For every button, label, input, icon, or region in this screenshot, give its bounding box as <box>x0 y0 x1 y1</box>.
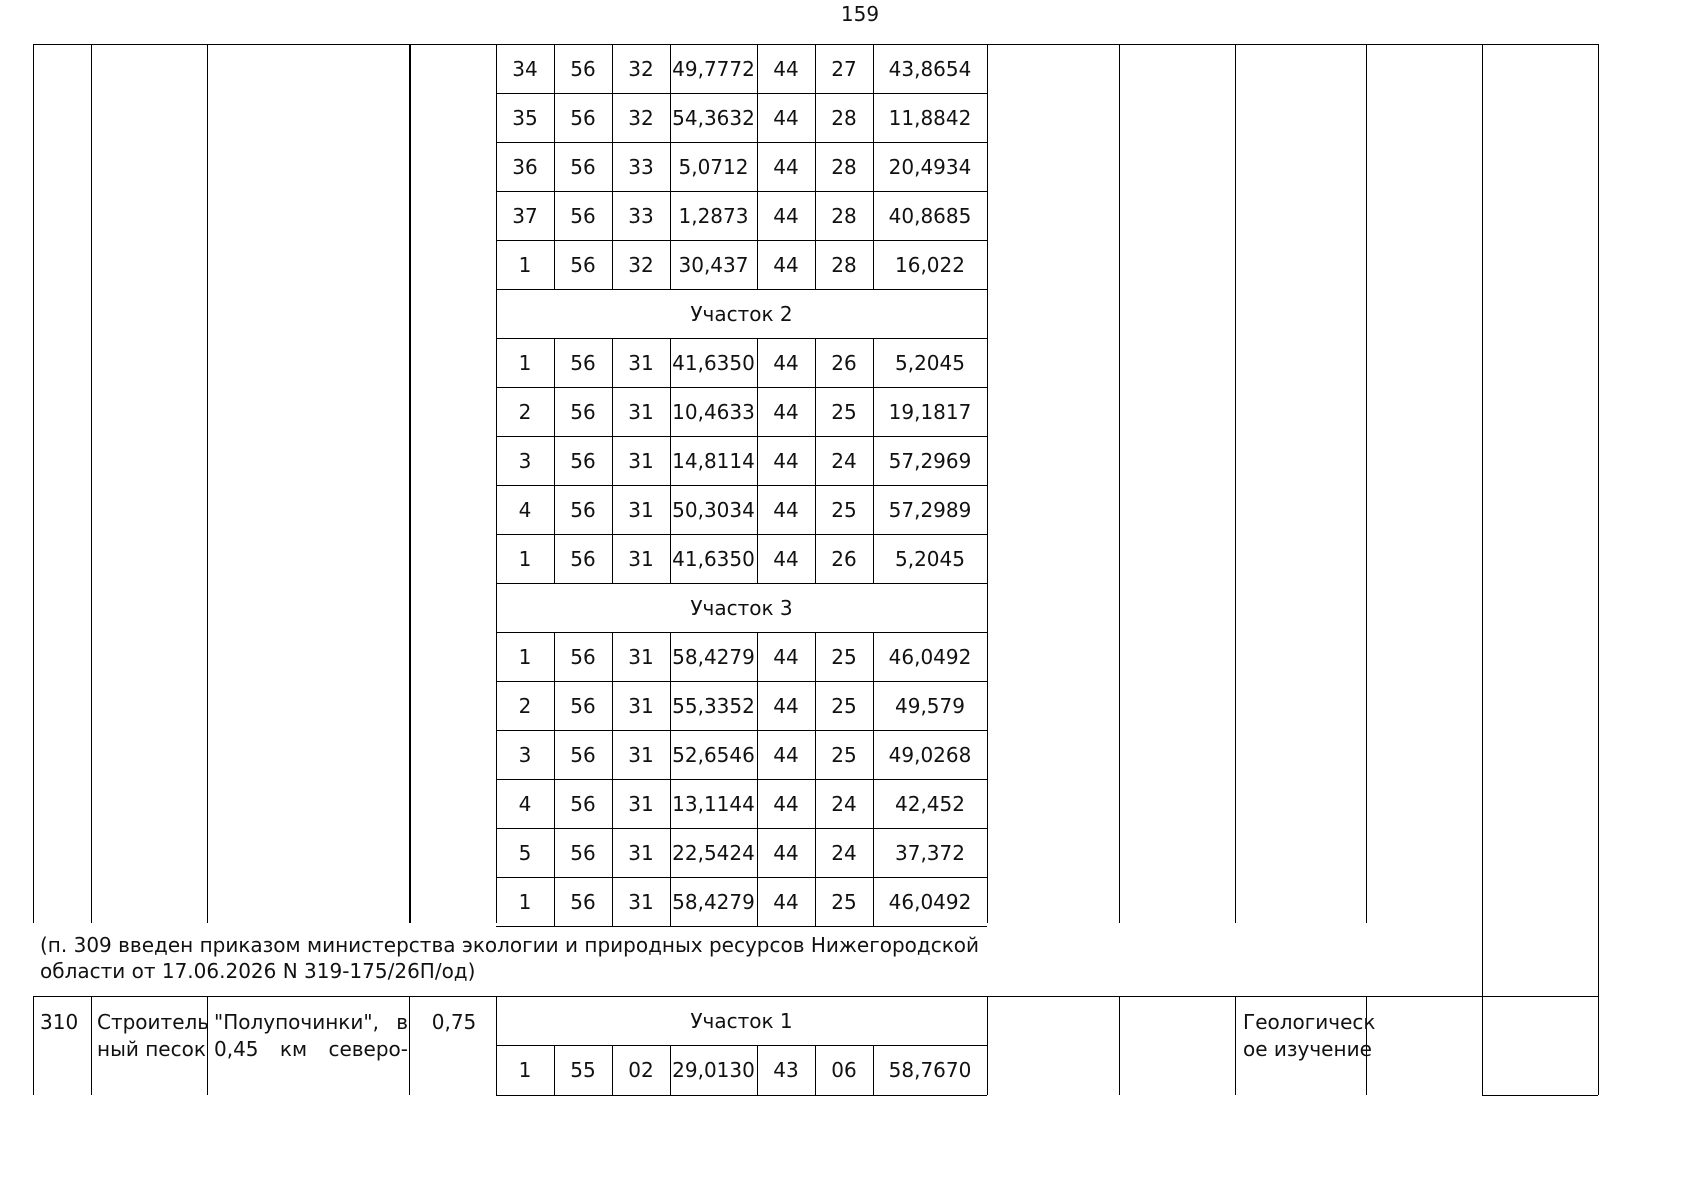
coord-rule <box>670 93 671 142</box>
coord-rule <box>873 632 874 681</box>
coord-rule <box>815 681 816 730</box>
coord-rule <box>612 828 613 877</box>
coord-cell: 25 <box>831 399 857 424</box>
coord-cell: 31 <box>628 644 654 669</box>
purpose-line-2: ое изучение <box>1243 1037 1372 1061</box>
coord-rule <box>757 191 758 240</box>
coord-rule <box>815 142 816 191</box>
coord-cell: 1 <box>518 889 532 914</box>
coord-cell: 43 <box>773 1057 799 1082</box>
coord-cell: 42,452 <box>895 791 965 816</box>
coord-rule <box>757 240 758 289</box>
coord-cell: 49,7772 <box>672 56 755 81</box>
coord-cell: 56 <box>570 399 596 424</box>
coord-cell: 24 <box>831 448 857 473</box>
coord-cell: 5 <box>518 840 532 865</box>
coord-cell: 44 <box>773 889 799 914</box>
column-rule <box>1235 44 1236 923</box>
coord-cell: 31 <box>628 546 654 571</box>
coord-rule <box>873 485 874 534</box>
coord-cell: 56 <box>570 203 596 228</box>
coord-cell: 4 <box>518 497 532 522</box>
coord-cell: 49,0268 <box>888 742 972 767</box>
coord-rule <box>815 93 816 142</box>
coord-rule <box>612 44 613 93</box>
amendment-note <box>40 932 1480 984</box>
section-title: Участок 3 <box>690 595 793 620</box>
coord-rule <box>815 436 816 485</box>
coord-rule <box>670 1045 671 1095</box>
purpose <box>1243 1009 1375 1063</box>
coord-cell: 56 <box>570 889 596 914</box>
coord-cell: 11,8842 <box>888 105 972 130</box>
coord-cell: 44 <box>773 742 799 767</box>
coord-cell: 25 <box>831 644 857 669</box>
coord-cell: 06 <box>831 1057 857 1082</box>
coord-cell: 44 <box>773 252 799 277</box>
coord-cell: 40,8685 <box>888 203 972 228</box>
coord-rule <box>670 681 671 730</box>
table-top-border <box>33 44 1598 45</box>
coord-rule <box>554 142 555 191</box>
table-bottom-border <box>1482 1095 1598 1096</box>
coord-rule <box>612 387 613 436</box>
column-rule <box>91 44 92 923</box>
coord-cell: 56 <box>570 644 596 669</box>
coord-cell: 1 <box>518 546 532 571</box>
coord-rule <box>670 387 671 436</box>
coord-cell: 44 <box>773 497 799 522</box>
coord-cell: 1 <box>518 644 532 669</box>
coord-cell: 54,3632 <box>672 105 755 130</box>
coord-cell: 26 <box>831 546 857 571</box>
coord-rule <box>670 436 671 485</box>
coord-rule <box>554 534 555 583</box>
coord-cell: 44 <box>773 644 799 669</box>
coord-cell: 56 <box>570 105 596 130</box>
coord-rule <box>757 142 758 191</box>
coord-rule <box>873 436 874 485</box>
coord-cell: 56 <box>570 448 596 473</box>
coord-cell: 28 <box>831 252 857 277</box>
coord-cell: 27 <box>831 56 857 81</box>
area-value: 0,75 <box>431 1010 477 1034</box>
coord-cell: 56 <box>570 252 596 277</box>
coord-rule <box>554 338 555 387</box>
coord-rule <box>612 436 613 485</box>
coord-rule <box>815 338 816 387</box>
coord-rule <box>815 877 816 926</box>
coord-rule <box>815 191 816 240</box>
coord-rule <box>815 632 816 681</box>
coord-rule <box>670 632 671 681</box>
coord-cell: 1,2873 <box>678 203 749 228</box>
coord-rule <box>873 93 874 142</box>
location-word: 0,45 <box>214 1037 259 1061</box>
column-rule <box>1598 44 1599 1095</box>
coord-cell: 43,8654 <box>888 56 972 81</box>
coord-cell: 24 <box>831 791 857 816</box>
coord-rule <box>815 779 816 828</box>
coord-rule <box>873 338 874 387</box>
coord-rule <box>670 338 671 387</box>
coord-rule <box>873 828 874 877</box>
coord-cell: 37 <box>512 203 538 228</box>
coord-rule <box>496 926 987 927</box>
coord-cell: 57,2969 <box>888 448 972 473</box>
coord-cell: 22,5424 <box>672 840 755 865</box>
coord-cell: 28 <box>831 105 857 130</box>
coord-rule <box>873 877 874 926</box>
coord-rule <box>612 485 613 534</box>
column-rule <box>1482 44 1483 1095</box>
coord-cell: 44 <box>773 350 799 375</box>
coord-cell: 44 <box>773 154 799 179</box>
coord-rule <box>815 1045 816 1095</box>
mineral-type <box>97 1009 209 1063</box>
column-rule <box>1366 44 1367 923</box>
coord-cell: 44 <box>773 448 799 473</box>
coord-rule <box>873 142 874 191</box>
coord-cell: 36 <box>512 154 538 179</box>
location-word: в <box>396 1010 408 1034</box>
coord-cell: 16,022 <box>895 252 965 277</box>
coord-cell: 28 <box>831 154 857 179</box>
coord-cell: 49,579 <box>895 693 965 718</box>
coord-rule <box>757 485 758 534</box>
coord-rule <box>757 387 758 436</box>
coord-cell: 56 <box>570 693 596 718</box>
column-rule <box>1235 996 1236 1095</box>
section-title: Участок 2 <box>690 301 793 326</box>
coord-rule <box>815 44 816 93</box>
coord-cell: 56 <box>570 791 596 816</box>
coord-rule <box>554 191 555 240</box>
coord-rule <box>757 436 758 485</box>
coord-cell: 41,6350 <box>672 350 755 375</box>
coord-cell: 2 <box>518 399 532 424</box>
coord-rule <box>757 338 758 387</box>
coord-rule <box>815 534 816 583</box>
column-rule <box>409 996 410 1095</box>
coord-cell: 20,4934 <box>888 154 972 179</box>
coord-cell: 44 <box>773 399 799 424</box>
coord-cell: 33 <box>628 203 654 228</box>
page-number: 159 <box>840 2 880 26</box>
coord-cell: 5,2045 <box>895 350 965 375</box>
coord-cell: 31 <box>628 350 654 375</box>
coord-rule <box>757 44 758 93</box>
coord-rule <box>612 632 613 681</box>
amendment-note-line-2: области от 17.06.2026 N 319-175/26П/од) <box>40 959 476 983</box>
coord-rule <box>670 534 671 583</box>
column-rule <box>409 44 411 923</box>
coord-cell: 31 <box>628 448 654 473</box>
coord-rule <box>670 730 671 779</box>
coord-rule <box>554 436 555 485</box>
coord-rule <box>612 877 613 926</box>
coord-rule <box>873 534 874 583</box>
coord-rule <box>554 632 555 681</box>
coord-rule <box>757 1045 758 1095</box>
column-rule <box>33 44 34 923</box>
column-rule <box>33 996 34 1095</box>
coord-rule <box>612 730 613 779</box>
coord-rule <box>612 338 613 387</box>
coord-rule <box>757 779 758 828</box>
coord-rule <box>554 730 555 779</box>
coord-rule <box>815 730 816 779</box>
coord-rule <box>612 779 613 828</box>
coord-cell: 58,4279 <box>672 644 755 669</box>
coord-rule <box>670 828 671 877</box>
coord-cell: 44 <box>773 791 799 816</box>
coord-cell: 56 <box>570 350 596 375</box>
coord-cell: 31 <box>628 889 654 914</box>
coord-rule <box>554 828 555 877</box>
coord-cell: 1 <box>518 1057 532 1082</box>
coord-rule <box>670 142 671 191</box>
coord-rule <box>815 828 816 877</box>
coord-rule <box>757 93 758 142</box>
column-rule <box>207 44 208 923</box>
coord-rule <box>815 485 816 534</box>
coord-rule <box>873 730 874 779</box>
coord-cell: 25 <box>831 889 857 914</box>
coord-cell: 31 <box>628 399 654 424</box>
coord-cell: 41,6350 <box>672 546 755 571</box>
coord-rule <box>757 877 758 926</box>
coord-cell: 56 <box>570 840 596 865</box>
coord-cell: 25 <box>831 497 857 522</box>
coord-cell: 32 <box>628 105 654 130</box>
coord-rule <box>670 485 671 534</box>
coord-rule <box>554 681 555 730</box>
coord-cell: 55 <box>570 1057 596 1082</box>
coord-cell: 13,1144 <box>672 791 755 816</box>
coord-cell: 25 <box>831 742 857 767</box>
deposit-location <box>214 1009 408 1063</box>
coord-cell: 44 <box>773 203 799 228</box>
coord-cell: 02 <box>628 1057 654 1082</box>
coord-rule <box>554 485 555 534</box>
location-word: "Полупочинки", <box>214 1010 379 1034</box>
coord-cell: 29,0130 <box>672 1057 755 1082</box>
coord-rule <box>554 44 555 93</box>
coord-rule <box>554 1045 555 1095</box>
coord-rule <box>670 44 671 93</box>
coord-rule <box>496 1095 987 1096</box>
coord-rule <box>612 534 613 583</box>
coord-rule <box>757 632 758 681</box>
coord-cell: 56 <box>570 742 596 767</box>
coord-rule <box>873 779 874 828</box>
coord-rule <box>873 387 874 436</box>
coord-cell: 4 <box>518 791 532 816</box>
coord-rule <box>815 387 816 436</box>
coord-rule <box>612 142 613 191</box>
coord-cell: 46,0492 <box>888 889 972 914</box>
location-word: северо- <box>328 1037 408 1061</box>
coord-cell: 31 <box>628 742 654 767</box>
coord-cell: 56 <box>570 497 596 522</box>
coord-cell: 24 <box>831 840 857 865</box>
coord-rule <box>873 240 874 289</box>
coord-cell: 37,372 <box>895 840 965 865</box>
coord-rule <box>612 681 613 730</box>
coord-rule <box>757 730 758 779</box>
coord-rule <box>670 240 671 289</box>
coord-cell: 28 <box>831 203 857 228</box>
coord-cell: 33 <box>628 154 654 179</box>
coord-rule <box>757 828 758 877</box>
entry-number: 310 <box>40 1010 79 1034</box>
column-rule <box>987 996 988 1095</box>
column-rule <box>1119 44 1120 923</box>
coord-cell: 19,1817 <box>888 399 972 424</box>
coord-cell: 25 <box>831 693 857 718</box>
coord-rule <box>612 240 613 289</box>
coord-rule <box>873 191 874 240</box>
coord-cell: 50,3034 <box>672 497 755 522</box>
amendment-note-line-1: (п. 309 введен приказом министерства экологии и природных ресурсов Нижегородской <box>40 933 980 957</box>
coord-rule <box>757 534 758 583</box>
coord-rule <box>554 240 555 289</box>
coord-cell: 56 <box>570 546 596 571</box>
coord-rule <box>612 191 613 240</box>
coord-rule <box>554 779 555 828</box>
section-title: Участок 1 <box>690 1008 793 1033</box>
coord-cell: 31 <box>628 693 654 718</box>
coord-cell: 57,2989 <box>888 497 972 522</box>
coord-cell: 30,437 <box>678 252 749 277</box>
coord-cell: 46,0492 <box>888 644 972 669</box>
coord-cell: 1 <box>518 252 532 277</box>
coord-rule <box>815 240 816 289</box>
coord-cell: 35 <box>512 105 538 130</box>
coord-cell: 52,6546 <box>672 742 755 767</box>
purpose-line-1: Геологическ <box>1243 1010 1376 1034</box>
coord-rule <box>612 93 613 142</box>
coord-cell: 2 <box>518 693 532 718</box>
column-rule <box>1119 996 1120 1095</box>
coord-rule <box>554 877 555 926</box>
coord-cell: 44 <box>773 105 799 130</box>
column-rule <box>987 44 988 923</box>
coord-cell: 44 <box>773 546 799 571</box>
coord-cell: 32 <box>628 56 654 81</box>
coord-cell: 1 <box>518 350 532 375</box>
coord-cell: 32 <box>628 252 654 277</box>
coord-cell: 5,0712 <box>678 154 749 179</box>
coord-rule <box>873 44 874 93</box>
coord-cell: 44 <box>773 840 799 865</box>
coord-cell: 31 <box>628 791 654 816</box>
coord-cell: 44 <box>773 693 799 718</box>
coord-cell: 10,4633 <box>672 399 755 424</box>
coord-rule <box>670 779 671 828</box>
mineral-type-line-2: ный песок <box>97 1037 206 1061</box>
coord-cell: 56 <box>570 56 596 81</box>
coord-rule <box>554 93 555 142</box>
coord-cell: 14,8114 <box>672 448 755 473</box>
coord-rule <box>670 191 671 240</box>
mineral-type-line-1: Строитель <box>97 1010 210 1034</box>
coord-rule <box>873 1045 874 1095</box>
location-word: км <box>279 1037 308 1061</box>
coord-cell: 56 <box>570 154 596 179</box>
coord-cell: 58,7670 <box>888 1057 972 1082</box>
coord-cell: 44 <box>773 56 799 81</box>
coord-rule <box>873 681 874 730</box>
coord-rule <box>554 387 555 436</box>
column-rule <box>496 44 497 923</box>
coord-cell: 3 <box>518 448 532 473</box>
coord-cell: 26 <box>831 350 857 375</box>
coord-cell: 34 <box>512 56 538 81</box>
coord-rule <box>670 877 671 926</box>
coord-cell: 31 <box>628 840 654 865</box>
coord-rule <box>757 681 758 730</box>
coord-cell: 5,2045 <box>895 546 965 571</box>
coord-rule <box>612 1045 613 1095</box>
coord-cell: 3 <box>518 742 532 767</box>
coord-cell: 58,4279 <box>672 889 755 914</box>
coord-cell: 31 <box>628 497 654 522</box>
column-rule <box>91 996 92 1095</box>
coord-cell: 55,3352 <box>672 693 755 718</box>
